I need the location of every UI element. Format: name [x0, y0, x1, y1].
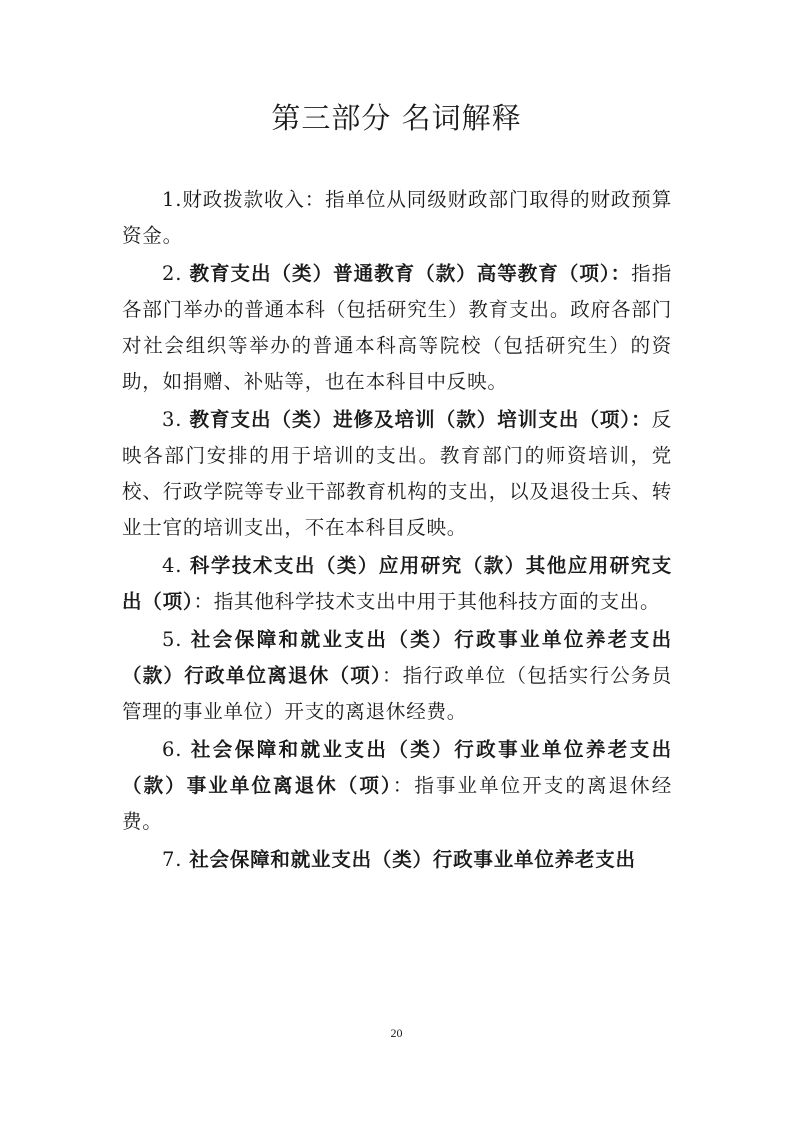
definition-item-1 — [122, 182, 672, 254]
item-term: 教育支出（类）进修及培训（款）培训支出（项）： — [189, 408, 652, 431]
item-term: 科学技术支出（类）应用研究（款）其他应用研究支出（项） — [122, 554, 672, 613]
item-description: 反映各部门安排的用于培训的支出。教育部门的师资培训，党校、行政学院等专业干部教育机构的支出，以及退役士兵、转业士官的培训支出，不在本科目反映。 — [122, 408, 672, 539]
item-description: 指指各部门举办的普通本科（包括研究生）教育支出。政府各部门对社会组织等举办的普通本科高等院校（包括研究生）的资助，如捐赠、补贴等，也在本科目中反映。 — [122, 262, 672, 393]
definition-item-7 — [122, 842, 672, 878]
item-description: 财政拨款收入：指单位从同级财政部门取得的财政预算资金。 — [122, 188, 672, 247]
page-title: 第三部分 名词解释 — [271, 101, 522, 135]
definition-item-6 — [122, 732, 672, 840]
definition-item-5 — [122, 622, 672, 730]
item-term: 教育支出（类）普通教育（款）高等教育（项）： — [189, 262, 632, 285]
definitions-list — [122, 182, 672, 878]
item-number: 3. — [162, 408, 190, 431]
item-number: 4. — [162, 554, 190, 577]
item-description: ：指其他科学技术支出中用于其他科技方面的支出。 — [193, 590, 661, 613]
item-term: 社会保障和就业支出（类）行政事业单位养老支出（款）事业单位离退休（项） — [122, 738, 672, 797]
item-number: 6. — [162, 738, 191, 761]
item-number: 1. — [162, 188, 183, 211]
definition-item-4 — [122, 548, 672, 620]
page-number: 20 — [390, 1026, 403, 1040]
item-term: 社会保障和就业支出（类）行政事业单位养老支出（款）行政单位离退休（项） — [122, 628, 672, 687]
item-term: 社会保障和就业支出（类）行政事业单位养老支出 — [189, 848, 636, 871]
item-number: 5. — [162, 628, 191, 651]
item-number: 7. — [162, 848, 190, 871]
item-number: 2. — [162, 262, 190, 285]
definition-item-2 — [122, 256, 672, 400]
definition-item-3 — [122, 402, 672, 546]
item-description: ：指行政单位（包括实行公务员管理的事业单位）开支的离退休经费。 — [122, 664, 673, 723]
item-description: ：指事业单位开支的离退休经费。 — [122, 774, 672, 833]
